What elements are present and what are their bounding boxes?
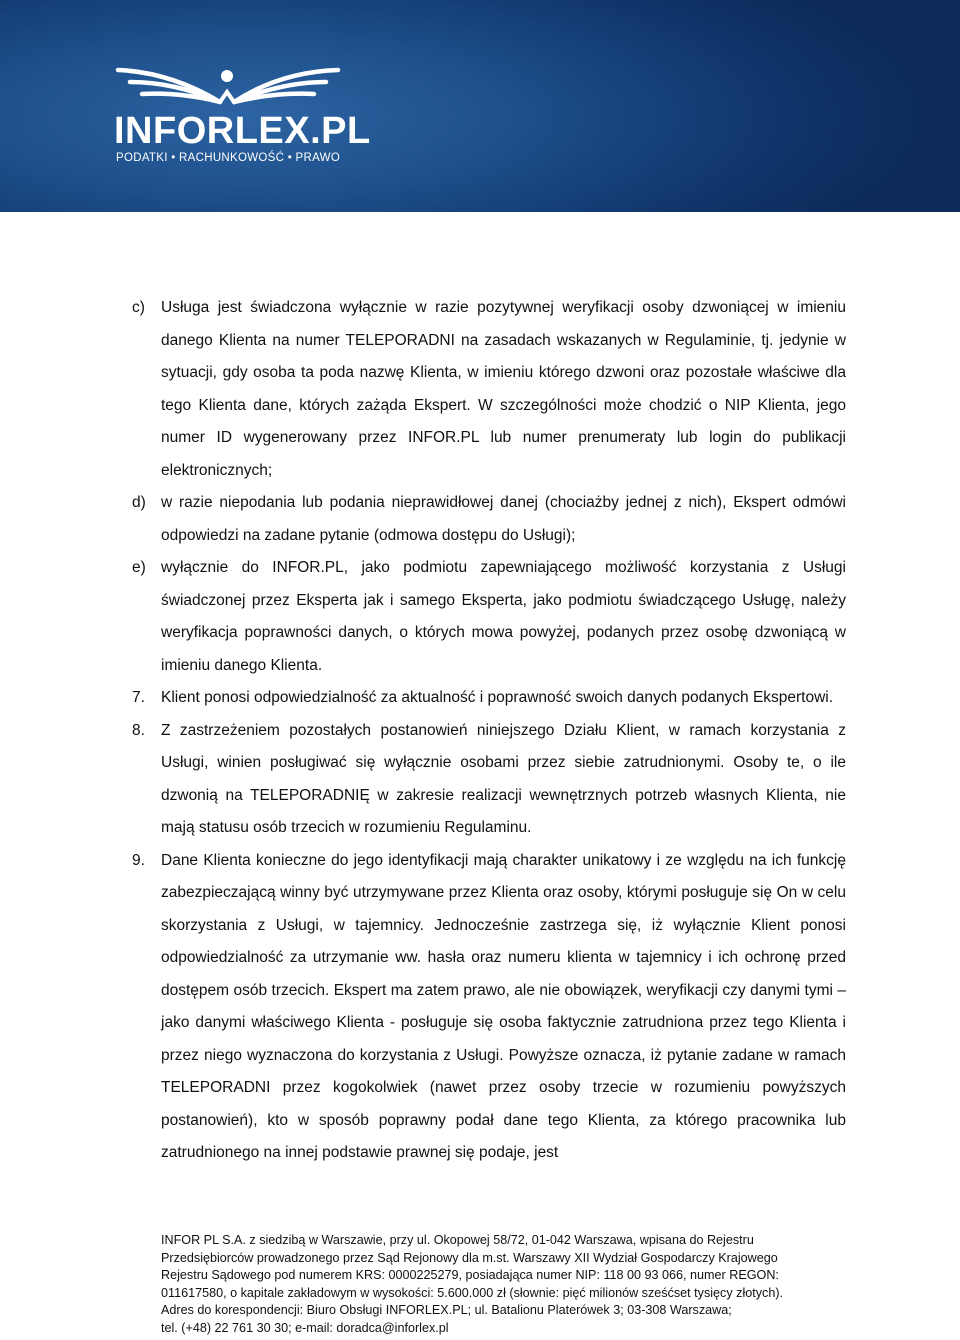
logo-tagline: PODATKI • RACHUNKOWOŚĆ • PRAWO <box>116 152 341 164</box>
item-text: Usługa jest świadczona wyłącznie w razie pozytywnej weryfikacji osoby dzwoniącej w imieniu danego Klienta na numer TELEPORADNI na zasadach wskazanych w Regulaminie, tj. jedynie w sytuacji, gdy osoba ta poda nazwę Klienta, w imieniu którego dzwoni oraz pozostałe właściwe dla tego Klienta dane, których zażąda Ekspert. W szczególności może chodzić o NIP Klienta, jego numer ID wygenerowany przez INFOR.PL lub numer prenumeraty lub login do publikacji elektronicznych; <box>161 299 846 479</box>
item-text: wyłącznie do INFOR.PL, jako podmiotu zapewniającego możliwość korzystania z Usługi świadczonej przez Eksperta jak i samego Eksperta, jako podmiotu świadczącego Usługę, należy weryfikacja poprawności danych, o których mowa powyżej, podanych przez osobę dzwoniącą w imieniu danego Klienta. <box>161 559 846 674</box>
footer-line: INFOR PL S.A. z siedzibą w Warszawie, przy ul. Okopowej 58/72, 01-042 Warszawa, wpisana do Rejestru <box>161 1233 754 1247</box>
list-item <box>132 292 846 487</box>
item-text: Klient ponosi odpowiedzialność za aktualność i poprawność swoich danych podanych Ekspertowi. <box>161 689 834 706</box>
footer-line: Przedsiębiorców prowadzonego przez Sąd Rejonowy dla m.st. Warszawy XII Wydział Gospodarczy Krajowego <box>161 1250 778 1265</box>
item-marker: 8. <box>132 721 145 739</box>
list-item <box>132 682 846 715</box>
item-marker: 9. <box>132 851 145 869</box>
footer-line: Adres do korespondencji: Biuro Obsługi INFORLEX.PL; ul. Batalionu Platerówek 3; 03-308 Warszawa; <box>161 1303 732 1317</box>
inforlex-logo <box>110 62 371 172</box>
list-item <box>132 715 846 845</box>
item-marker: d) <box>132 494 146 511</box>
header-banner <box>0 0 960 212</box>
footer-line: 011617580, o kapitale zakładowym w wysokości: 5.600.000 zł (słownie: pięć milionów sześćset tysięcy złotych). <box>161 1285 784 1300</box>
footer-line: tel. (+48) 22 761 30 30; e-mail: doradca@inforlex.pl <box>161 1320 449 1335</box>
item-marker: e) <box>132 559 146 576</box>
list-item <box>132 552 846 682</box>
item-marker: 7. <box>132 689 145 706</box>
item-text: w razie niepodania lub podania nieprawidłowej danej (chociażby jednej z nich), Ekspert odmówi odpowiedzi na zadane pytanie (odmowa dostępu do Usługi); <box>161 494 846 544</box>
logo-name: INFORLEX.PL <box>114 110 371 152</box>
open-book-icon <box>110 62 350 112</box>
company-footer <box>161 1232 861 1337</box>
list-item <box>132 845 846 1170</box>
footer-line: Rejestru Sądowego pod numerem KRS: 0000225279, posiadająca numer NIP: 118 00 93 066, numer REGON: <box>161 1268 779 1282</box>
item-marker: c) <box>132 299 145 316</box>
document-body <box>132 292 846 1170</box>
item-text: Z zastrzeżeniem pozostałych postanowień niniejszego Działu Klient, w ramach korzystania z Usługi, winien posługiwać się wyłącznie osobami przez siebie zatrudnionymi. Osoby te, o ile dzwonią na TELEPORADNIĘ w zakresie realizacji wewnętrznych potrzeb własnych Klienta, nie mają statusu osób trzecich w rozumieniu Regulaminu. <box>161 721 846 836</box>
list-item <box>132 487 846 552</box>
item-text: Dane Klienta konieczne do jego identyfikacji mają charakter unikatowy i ze względu na ich funkcję zabezpieczającą winny być utrzymywane przez Klienta oraz osoby, którymi posługuje się On w celu skorzystania z Usługi, w tajemnicy. Jednocześnie zastrzega się, iż wyłącznie Klient ponosi odpowiedzialność za utrzymanie ww. hasła oraz numeru klienta w tajemnicy i ich ochronę przed dostępem osób trzecich. Ekspert ma zatem prawo, ale nie obowiązek, weryfikacji czy danymi tymi – jako danymi właściwego Klienta - posługuje się osoba faktycznie zatrudniona przez tego Klienta i przez niego wyznaczona do korzystania z Usługi. Powyższe oznacza, iż pytanie zadane w ramach TELEPORADNI przez kogokolwiek (nawet przez osoby trzecie w rozumieniu powyższych postanowień), kto w sposób poprawny podał dane tego Klienta, za którego pracownika lub zatrudnionego na innej podstawie prawnej się podaje, jest <box>161 851 846 1161</box>
